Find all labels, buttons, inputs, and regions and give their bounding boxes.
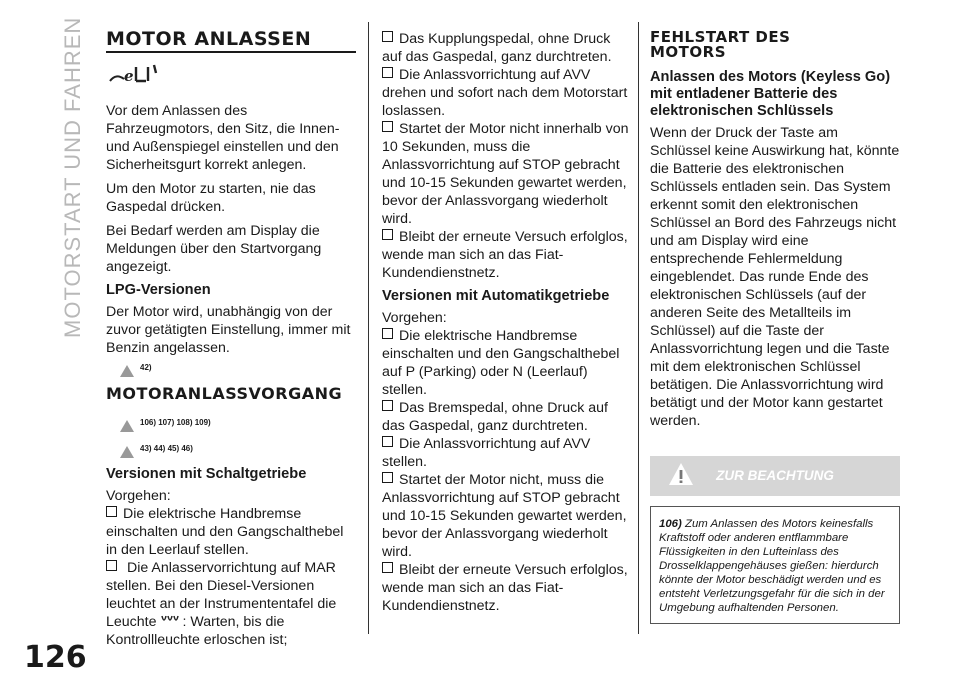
subheading: LPG-Versionen: [106, 282, 211, 298]
column-3: [650, 30, 900, 624]
subheading: Versionen mit Automatikgetriebe: [382, 288, 610, 304]
lpg-paragraph: Der Motor wird, unabhängig von der zuvor getätigten Einstellung, immer mit Benzin angelassen.: [106, 304, 351, 356]
section-title: FEHLSTART DES MOTORS: [650, 28, 791, 61]
list-item: Die Anlassvorrichtung auf AVV drehen und sofort nach dem Motorstart loslassen.: [382, 66, 632, 120]
list-item: Startet der Motor nicht innerhalb von 10 Sekunden, muss die Anlassvorrichtung auf STOP gebracht und 10-15 Sekunden gewartet werden, bevor der Anlassvorgang wiederholt wird.: [382, 120, 632, 228]
column-2: [382, 30, 632, 615]
column-1: [106, 30, 356, 649]
subheading: Versionen mit Schaltgetriebe: [106, 466, 307, 482]
list-item: Startet der Motor nicht, muss die Anlassvorrichtung auf STOP gebracht und 10-15 Sekunden gewartet werden, bevor der Anlassvorgang wiederholt wird.: [382, 471, 632, 561]
subheading: Anlassen des Motors (Keyless Go) mit entladener Batterie des elektronischen Schlüssels: [650, 69, 891, 119]
reference-list: 42): [120, 359, 356, 377]
intro-paragraph: Bei Bedarf werden am Display die Meldungen über den Startvorgang angezeigt.: [106, 223, 322, 275]
engine-version-icon: [106, 61, 356, 94]
chapter-sidebar: [58, 16, 85, 338]
section-title: MOTOR ANLASSEN: [106, 28, 312, 50]
list-item: Die Anlassvorrichtung auf AVV stellen.: [382, 435, 632, 471]
note-title: ZUR BEACHTUNG: [716, 468, 834, 483]
intro-paragraph: Vor dem Anlassen des Fahrzeugmotors, den Sitz, die Innen- und Außenspiegel einstellen und den Sicherheitsgurt korrekt anlegen.: [106, 103, 340, 173]
page-number: 126: [24, 640, 87, 675]
warning-triangle-icon: [120, 446, 134, 458]
warning-triangle-icon: [120, 420, 134, 432]
section-title: MOTORANLASSVORGANG: [106, 384, 343, 403]
reference-list: 106) 107) 108) 109): [120, 414, 356, 432]
glow-plug-icon: [160, 614, 182, 626]
list-item: Die elektrische Handbremse einschalten und den Gangschalthebel auf P (Parking) oder N (Leerlauf) stellen.: [382, 327, 632, 399]
warning-triangle-icon: [668, 462, 694, 486]
note-body: 106) Zum Anlassen des Motors keinesfalls Kraftstoff oder anderen entflammbare Flüssigkeiten in den Lufteinlass des Drosselklappengehäuses gießen: hierdurch könnte der Motor beschädigt werden und es entsteht Verletzungsgefahr für die sich in der Umgebung aufhaltenden Personen.: [650, 506, 900, 624]
body-paragraph: Wenn der Druck der Taste am Schlüssel keine Auswirkung hat, könnte die Batterie des elektronischen Schlüssels entladen sein. Das System erkennt somit den elektronischen Schlüssel an Bord des Fahrzeugs nicht und am Display wird eine entsprechende Fehlermeldung eingeblendet. Das runde Ende des elektronischen Schlüssels (auf der anderen Seite des Metallteils im Schlüssel) auf die Taste der Anlassvorrichtung legen und die Taste mit dem elektronischen Schlüssel betätigen. Die Anlassvorrichtung wird betätigt und der Motor kann gestartet werden.: [650, 125, 900, 429]
svg-text:e: e: [124, 67, 134, 85]
list-item: Bleibt der erneute Versuch erfolglos, wende man sich an das Fiat-Kundendienstnetz.: [382, 561, 632, 615]
reference-list: 43) 44) 45) 46): [120, 440, 356, 458]
list-item: Das Bremspedal, ohne Druck auf das Gaspedal, ganz durchtreten.: [382, 399, 632, 435]
procedure-label: Vorgehen:: [106, 488, 171, 504]
list-item: Die elektrische Handbremse einschalten und den Gangschalthebel in den Leerlauf stellen.: [106, 505, 356, 559]
note-header: [650, 456, 900, 496]
list-item: Bleibt der erneute Versuch erfolglos, wende man sich an das Fiat-Kundendienstnetz.: [382, 228, 632, 282]
procedure-label: Vorgehen:: [382, 310, 447, 326]
column-divider: [368, 22, 369, 634]
intro-paragraph: Um den Motor zu starten, nie das Gaspedal drücken.: [106, 181, 316, 215]
column-divider: [638, 22, 639, 634]
list-item: Das Kupplungspedal, ohne Druck auf das Gaspedal, ganz durchtreten.: [382, 30, 632, 66]
list-item: Die Anlasservorrichtung auf MAR stellen. Bei den Diesel-Versionen leuchtet an der Instrumententafel die Leuchte : Warten, bis die Kontrollleuchte erloschen ist;: [106, 559, 356, 649]
warning-triangle-icon: [120, 365, 134, 377]
chapter-title: MOTORSTART UND FAHREN: [60, 16, 85, 338]
